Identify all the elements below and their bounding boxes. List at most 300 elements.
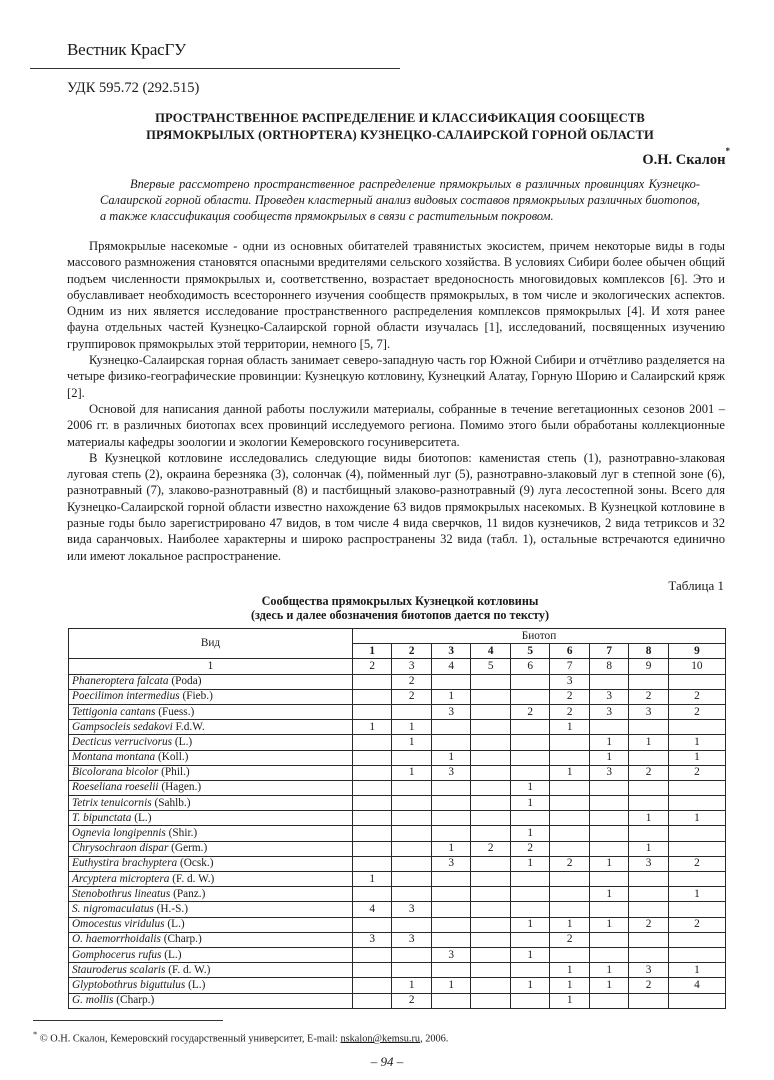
abundance-cell (629, 872, 668, 887)
abundance-cell (668, 826, 725, 841)
abundance-cell: 2 (668, 917, 725, 932)
abundance-cell: 1 (668, 963, 725, 978)
abundance-cell: 4 (668, 978, 725, 993)
abundance-cell (589, 841, 628, 856)
abundance-cell (668, 993, 725, 1008)
species-cell (69, 826, 353, 841)
column-number: 5 (471, 659, 510, 674)
species-author: (Germ.) (171, 842, 208, 855)
column-number: 1 (69, 659, 353, 674)
abundance-cell (471, 963, 510, 978)
footnote-text-end: , 2006. (420, 1033, 449, 1045)
abundance-cell (471, 947, 510, 962)
abundance-cell (589, 932, 628, 947)
abundance-cell (629, 887, 668, 902)
abundance-cell: 2 (668, 704, 725, 719)
species-name: Euthystira brachyptera (72, 857, 178, 870)
table-caption (60, 594, 740, 622)
abundance-cell (392, 947, 431, 962)
abundance-cell (471, 689, 510, 704)
abundance-cell (510, 750, 549, 765)
abundance-cell (471, 750, 510, 765)
table-row (69, 811, 726, 826)
abundance-cell: 1 (668, 887, 725, 902)
species-cell (69, 796, 353, 811)
column-number: 9 (629, 659, 668, 674)
species-name: Decticus verrucivorus (72, 735, 173, 748)
abundance-cell (353, 856, 392, 871)
footnote-mark: * (33, 1029, 38, 1039)
abundance-cell: 2 (668, 765, 725, 780)
abundance-cell (353, 917, 392, 932)
abundance-cell: 3 (589, 765, 628, 780)
abundance-cell (392, 856, 431, 871)
biotope-number: 5 (510, 644, 549, 659)
species-cell (69, 674, 353, 689)
header-rule (30, 68, 400, 69)
abundance-cell (550, 811, 589, 826)
biotope-number: 2 (392, 644, 431, 659)
abundance-cell: 1 (629, 735, 668, 750)
abundance-cell (431, 963, 470, 978)
abundance-cell: 2 (550, 704, 589, 719)
abundance-cell (471, 887, 510, 902)
abundance-cell (392, 704, 431, 719)
abundance-cell (550, 750, 589, 765)
table-row (69, 796, 726, 811)
species-name: Arcyptera microptera (72, 872, 170, 885)
species-author: F.d.W. (175, 720, 205, 733)
abundance-cell (629, 993, 668, 1008)
abundance-cell: 1 (550, 720, 589, 735)
abundance-cell: 1 (392, 978, 431, 993)
abundance-cell (353, 704, 392, 719)
species-name: Stauroderus scalaris (72, 963, 166, 976)
abundance-cell (392, 872, 431, 887)
abundance-cell: 1 (510, 780, 549, 795)
abundance-cell (668, 872, 725, 887)
species-cell (69, 963, 353, 978)
column-number: 10 (668, 659, 725, 674)
abundance-cell (668, 841, 725, 856)
table-row (69, 765, 726, 780)
abundance-cell: 1 (431, 978, 470, 993)
abundance-cell (550, 902, 589, 917)
abundance-cell: 1 (668, 750, 725, 765)
species-author: (H.-S.) (156, 902, 189, 915)
abundance-cell (550, 796, 589, 811)
species-author: (Koll.) (157, 751, 189, 764)
table-row (69, 689, 726, 704)
table-row (69, 826, 726, 841)
table-row (69, 780, 726, 795)
abundance-cell: 1 (392, 720, 431, 735)
species-name: Ognevia longipennis (72, 827, 166, 840)
species-cell (69, 902, 353, 917)
abundance-cell (510, 902, 549, 917)
abundance-cell (392, 811, 431, 826)
species-cell (69, 917, 353, 932)
abundance-cell (510, 811, 549, 826)
col-species-header: Вид (69, 629, 353, 659)
abundance-cell (589, 947, 628, 962)
species-cell (69, 932, 353, 947)
abundance-cell: 1 (550, 978, 589, 993)
abundance-cell: 3 (431, 947, 470, 962)
species-author: (Charp.) (116, 994, 155, 1007)
table-row (69, 947, 726, 962)
species-cell (69, 704, 353, 719)
species-cell (69, 978, 353, 993)
abundance-cell: 1 (629, 841, 668, 856)
page-number: – 94 – (370, 1054, 404, 1069)
abundance-cell: 2 (668, 689, 725, 704)
biotope-number: 7 (589, 644, 628, 659)
abundance-cell: 2 (510, 841, 549, 856)
table-label: Таблица 1 (668, 578, 724, 593)
species-name: Montana montana (72, 751, 156, 764)
species-author: (F. d. W.) (168, 963, 211, 976)
abundance-cell: 2 (392, 674, 431, 689)
species-author: (L.) (174, 735, 193, 748)
column-number-row (69, 659, 726, 674)
abundance-cell (629, 796, 668, 811)
abundance-cell (510, 887, 549, 902)
species-author: (L.) (134, 811, 152, 824)
abundance-cell (431, 674, 470, 689)
abundance-cell (471, 780, 510, 795)
author-name: О.Н. Скалон (642, 151, 726, 168)
species-cell (69, 841, 353, 856)
abundance-cell (353, 811, 392, 826)
species-name: Bicolorana bicolor (72, 766, 159, 779)
abundance-cell (550, 841, 589, 856)
species-name: Chrysochraon dispar (72, 842, 169, 855)
species-author: (Shir.) (168, 827, 198, 840)
table-body (69, 674, 726, 1008)
species-author: (Hagen.) (161, 781, 202, 794)
table-row (69, 735, 726, 750)
abundance-cell: 1 (353, 720, 392, 735)
table-row (69, 872, 726, 887)
author-footnote-mark: * (725, 146, 730, 156)
body-text (67, 238, 725, 564)
footnote-email-link[interactable]: nskalon@kemsu.ru (340, 1033, 421, 1045)
abundance-cell (392, 796, 431, 811)
abundance-cell (589, 993, 628, 1008)
species-cell (69, 856, 353, 871)
abundance-cell (550, 735, 589, 750)
abundance-cell: 2 (471, 841, 510, 856)
abundance-cell: 1 (353, 872, 392, 887)
abundance-cell (431, 902, 470, 917)
abundance-cell (392, 780, 431, 795)
abundance-cell: 1 (550, 963, 589, 978)
abundance-cell (353, 887, 392, 902)
abundance-cell: 1 (431, 689, 470, 704)
species-author: (Fieb.) (182, 690, 213, 703)
abundance-cell: 3 (431, 856, 470, 871)
abundance-cell (629, 720, 668, 735)
species-name: O. haemorrhoidalis (72, 933, 161, 946)
abundance-cell (353, 947, 392, 962)
species-cell (69, 735, 353, 750)
abundance-cell: 1 (629, 811, 668, 826)
footnote (33, 1029, 448, 1044)
abundance-cell (353, 796, 392, 811)
species-name: Glyptobothrus biguttulus (72, 978, 186, 991)
abundance-cell: 3 (589, 689, 628, 704)
paragraph: Кузнецко-Салаирская горная область занимает северо-западную часть гор Южной Сибири и отчётливо разделяется на четыре физико-географические провинции: Кузнецкую котловину, Кузнецкий Алатау, Горную Шорию и Салаирский кряж [2]. (67, 353, 725, 400)
species-name: Tettigonia cantans (72, 705, 156, 718)
abundance-cell: 3 (550, 674, 589, 689)
abundance-cell (510, 872, 549, 887)
species-cell (69, 720, 353, 735)
abundance-cell (471, 978, 510, 993)
abundance-cell: 2 (629, 765, 668, 780)
species-name: Poecilimon intermedius (72, 690, 180, 703)
abundance-cell (471, 902, 510, 917)
abundance-cell (431, 917, 470, 932)
species-cell (69, 811, 353, 826)
abundance-cell (392, 963, 431, 978)
species-name: Stenobothrus lineatus (72, 887, 171, 900)
article-title (70, 110, 730, 144)
biotope-number: 8 (629, 644, 668, 659)
abundance-cell (510, 993, 549, 1008)
abundance-cell (392, 887, 431, 902)
abundance-cell: 1 (589, 963, 628, 978)
table-row (69, 750, 726, 765)
abundance-cell (471, 796, 510, 811)
species-author: (Charp.) (163, 933, 202, 946)
table-row (69, 963, 726, 978)
abundance-cell: 1 (589, 735, 628, 750)
table-caption-line-2: (здесь и далее обозначения биотопов дается по тексту) (250, 608, 550, 622)
abundance-cell (550, 780, 589, 795)
abundance-cell (668, 780, 725, 795)
abundance-cell (629, 674, 668, 689)
abundance-cell (589, 872, 628, 887)
species-author: (L.) (188, 978, 206, 991)
udk-code: УДК 595.72 (292.515) (67, 80, 200, 96)
table-row (69, 841, 726, 856)
species-author: (Fuess.) (158, 705, 195, 718)
abundance-cell: 2 (550, 689, 589, 704)
abundance-cell (668, 947, 725, 962)
abundance-cell: 1 (510, 917, 549, 932)
abundance-cell (471, 811, 510, 826)
abundance-cell: 1 (510, 947, 549, 962)
abundance-cell (431, 826, 470, 841)
species-name: T. bipunctata (72, 811, 132, 824)
species-name: Roeseliana roeselii (72, 781, 159, 794)
abundance-cell (589, 811, 628, 826)
abundance-cell (629, 902, 668, 917)
abundance-cell (589, 674, 628, 689)
biotope-number: 6 (550, 644, 589, 659)
abundance-cell: 1 (589, 978, 628, 993)
abundance-cell (392, 917, 431, 932)
abundance-cell (550, 887, 589, 902)
abundance-cell (668, 720, 725, 735)
abundance-cell: 1 (510, 826, 549, 841)
abundance-cell (668, 932, 725, 947)
species-author: (Sahlb.) (154, 796, 191, 809)
abundance-cell (431, 887, 470, 902)
abundance-cell (353, 674, 392, 689)
abundance-cell (353, 750, 392, 765)
abundance-cell: 1 (431, 750, 470, 765)
abundance-cell (471, 765, 510, 780)
abundance-cell: 2 (392, 689, 431, 704)
abundance-cell (431, 796, 470, 811)
abundance-cell (471, 872, 510, 887)
column-number: 8 (589, 659, 628, 674)
abundance-cell: 2 (668, 856, 725, 871)
abundance-cell: 2 (629, 978, 668, 993)
abundance-cell (629, 780, 668, 795)
abundance-cell (510, 932, 549, 947)
abundance-cell (471, 735, 510, 750)
abundance-cell (471, 932, 510, 947)
abundance-cell (589, 796, 628, 811)
species-author: (Panz.) (173, 887, 206, 900)
abundance-cell (629, 947, 668, 962)
species-name: G. mollis (72, 994, 114, 1007)
column-number: 4 (431, 659, 470, 674)
abundance-cell: 2 (510, 704, 549, 719)
title-line-2: ПРЯМОКРЫЛЫХ (ORTHOPTERA) КУЗНЕЦКО-САЛАИРСКОЙ ГОРНОЙ ОБЛАСТИ (146, 128, 654, 142)
table-row (69, 993, 726, 1008)
species-author: (Phil.) (161, 766, 190, 779)
species-table (68, 628, 726, 1009)
paragraph: В Кузнецкой котловине исследовались следующие виды биотопов: каменистая степь (1), разнотравно-злаковая луговая степь (2), окраина березняка (3), солончак (4), пойменный луг (5), разнотравно-злаковый луг в степной зоне (6), разнотравный (7), злаково-разнотравный (8) и пастбищный злаково-разнотравный (9) луга лесостепной зоны. Всего для Кузнецко-Салаирской горной области известно нахождение 63 видов прямокрылых насекомых. В Кузнецкой котловине в разные годы было зарегистрировано 47 видов, в том числе 4 вида сверчков, 11 видов кузнечиков, 2 вида тетриксов и 32 вида саранчовых. Наиболее характерны и широко распространены 32 вида (табл. 1), остальные встречаются единично или имеют локальное распространение. (67, 450, 725, 563)
abstract: Впервые рассмотрено пространственное распределение прямокрылых в различных провинциях Кузнецко-Салаирской горной области. Проведен кластерный анализ видовых составов прямокрылых различных биотопов, а также классификация сообществ прямокрылых в связи с растительным покровом. (100, 177, 700, 224)
abundance-cell: 4 (353, 902, 392, 917)
biotope-number: 4 (471, 644, 510, 659)
abundance-cell: 1 (431, 841, 470, 856)
abundance-cell (353, 765, 392, 780)
abundance-cell: 2 (550, 932, 589, 947)
species-name: Phaneroptera falcata (72, 675, 169, 688)
abundance-cell (668, 902, 725, 917)
abundance-cell (353, 841, 392, 856)
abundance-cell (510, 720, 549, 735)
species-name: Omocestus viridulus (72, 918, 165, 931)
species-author: (L.) (167, 918, 185, 931)
abundance-cell: 1 (589, 856, 628, 871)
abundance-cell (510, 674, 549, 689)
abundance-cell (431, 720, 470, 735)
abundance-cell (431, 932, 470, 947)
abundance-cell (471, 826, 510, 841)
abundance-cell (589, 720, 628, 735)
abundance-cell: 3 (392, 902, 431, 917)
abundance-cell: 3 (353, 932, 392, 947)
abundance-cell (629, 826, 668, 841)
abundance-cell: 1 (589, 917, 628, 932)
table-row (69, 902, 726, 917)
abundance-cell: 3 (629, 704, 668, 719)
abundance-cell: 1 (392, 765, 431, 780)
paragraph: Прямокрылые насекомые - одни из основных обитателей травянистых экосистем, причем некоторые виды в годы массового размножения становятся опасными вредителями сельского хозяйства. В условиях Сибири более обычен общий подъем численности прямокрылых и, соответственно, возрастает вредоносность многовидовых комплексов [6]. Это и обуславливает необходимость всестороннего изучения сообществ прямокрылых, в том числе и экологических аспектов. Одним из них является исследование пространственного распределения комплексов прямокрылых [4]. И хотя ранее фауна отдельных частей Кузнецко-Салаирской горной области изучалась [1], исследований, посвященных изучению группировок прямокрылых этой территории, немного [5, 7]. (67, 239, 725, 351)
col-biotope-header: Биотоп (353, 629, 726, 644)
table-row (69, 917, 726, 932)
footnote-rule (33, 1020, 223, 1021)
abundance-cell: 1 (550, 765, 589, 780)
table-row (69, 720, 726, 735)
abundance-cell: 2 (550, 856, 589, 871)
species-cell (69, 993, 353, 1008)
abundance-cell: 1 (589, 887, 628, 902)
species-cell (69, 887, 353, 902)
title-line-1: ПРОСТРАНСТВЕННОЕ РАСПРЕДЕЛЕНИЕ И КЛАССИФИКАЦИЯ СООБЩЕСТВ (155, 111, 645, 125)
abundance-cell (510, 735, 549, 750)
biotope-number: 1 (353, 644, 392, 659)
column-number: 7 (550, 659, 589, 674)
abundance-cell (431, 872, 470, 887)
abundance-cell (392, 841, 431, 856)
abundance-cell: 3 (589, 704, 628, 719)
abundance-cell: 1 (668, 811, 725, 826)
species-cell (69, 689, 353, 704)
abundance-cell (392, 826, 431, 841)
column-number: 6 (510, 659, 549, 674)
species-cell (69, 765, 353, 780)
abundance-cell (471, 993, 510, 1008)
abundance-cell (668, 674, 725, 689)
table-row (69, 856, 726, 871)
species-author: (L.) (164, 948, 182, 961)
table-caption-line-1: Сообщества прямокрылых Кузнецкой котловины (261, 594, 539, 608)
abundance-cell (510, 689, 549, 704)
journal-name: Вестник КрасГУ (67, 40, 186, 59)
species-author: (F. d. W.) (172, 872, 215, 885)
abundance-cell: 1 (392, 735, 431, 750)
abundance-cell (431, 780, 470, 795)
species-name: S. nigromaculatus (72, 902, 154, 915)
abundance-cell (353, 963, 392, 978)
table-row (69, 978, 726, 993)
abundance-cell (353, 735, 392, 750)
species-author: (Poda) (171, 675, 202, 688)
abundance-cell (353, 826, 392, 841)
abundance-cell: 1 (510, 856, 549, 871)
abundance-cell: 1 (510, 978, 549, 993)
abundance-cell (431, 811, 470, 826)
abundance-cell: 2 (629, 689, 668, 704)
abundance-cell (510, 963, 549, 978)
abundance-cell: 2 (629, 917, 668, 932)
abundance-cell: 3 (629, 963, 668, 978)
table-row (69, 674, 726, 689)
abundance-cell: 3 (629, 856, 668, 871)
abundance-cell (353, 689, 392, 704)
biotope-number: 9 (668, 644, 725, 659)
abundance-cell (550, 947, 589, 962)
abundance-cell (353, 993, 392, 1008)
abundance-cell (629, 932, 668, 947)
species-cell (69, 780, 353, 795)
species-cell (69, 750, 353, 765)
abundance-cell: 1 (668, 735, 725, 750)
abundance-cell (510, 765, 549, 780)
abundance-cell: 2 (392, 993, 431, 1008)
species-name: Gampsocleis sedakovi (72, 720, 173, 733)
table-row (69, 887, 726, 902)
abundance-cell: 3 (392, 932, 431, 947)
